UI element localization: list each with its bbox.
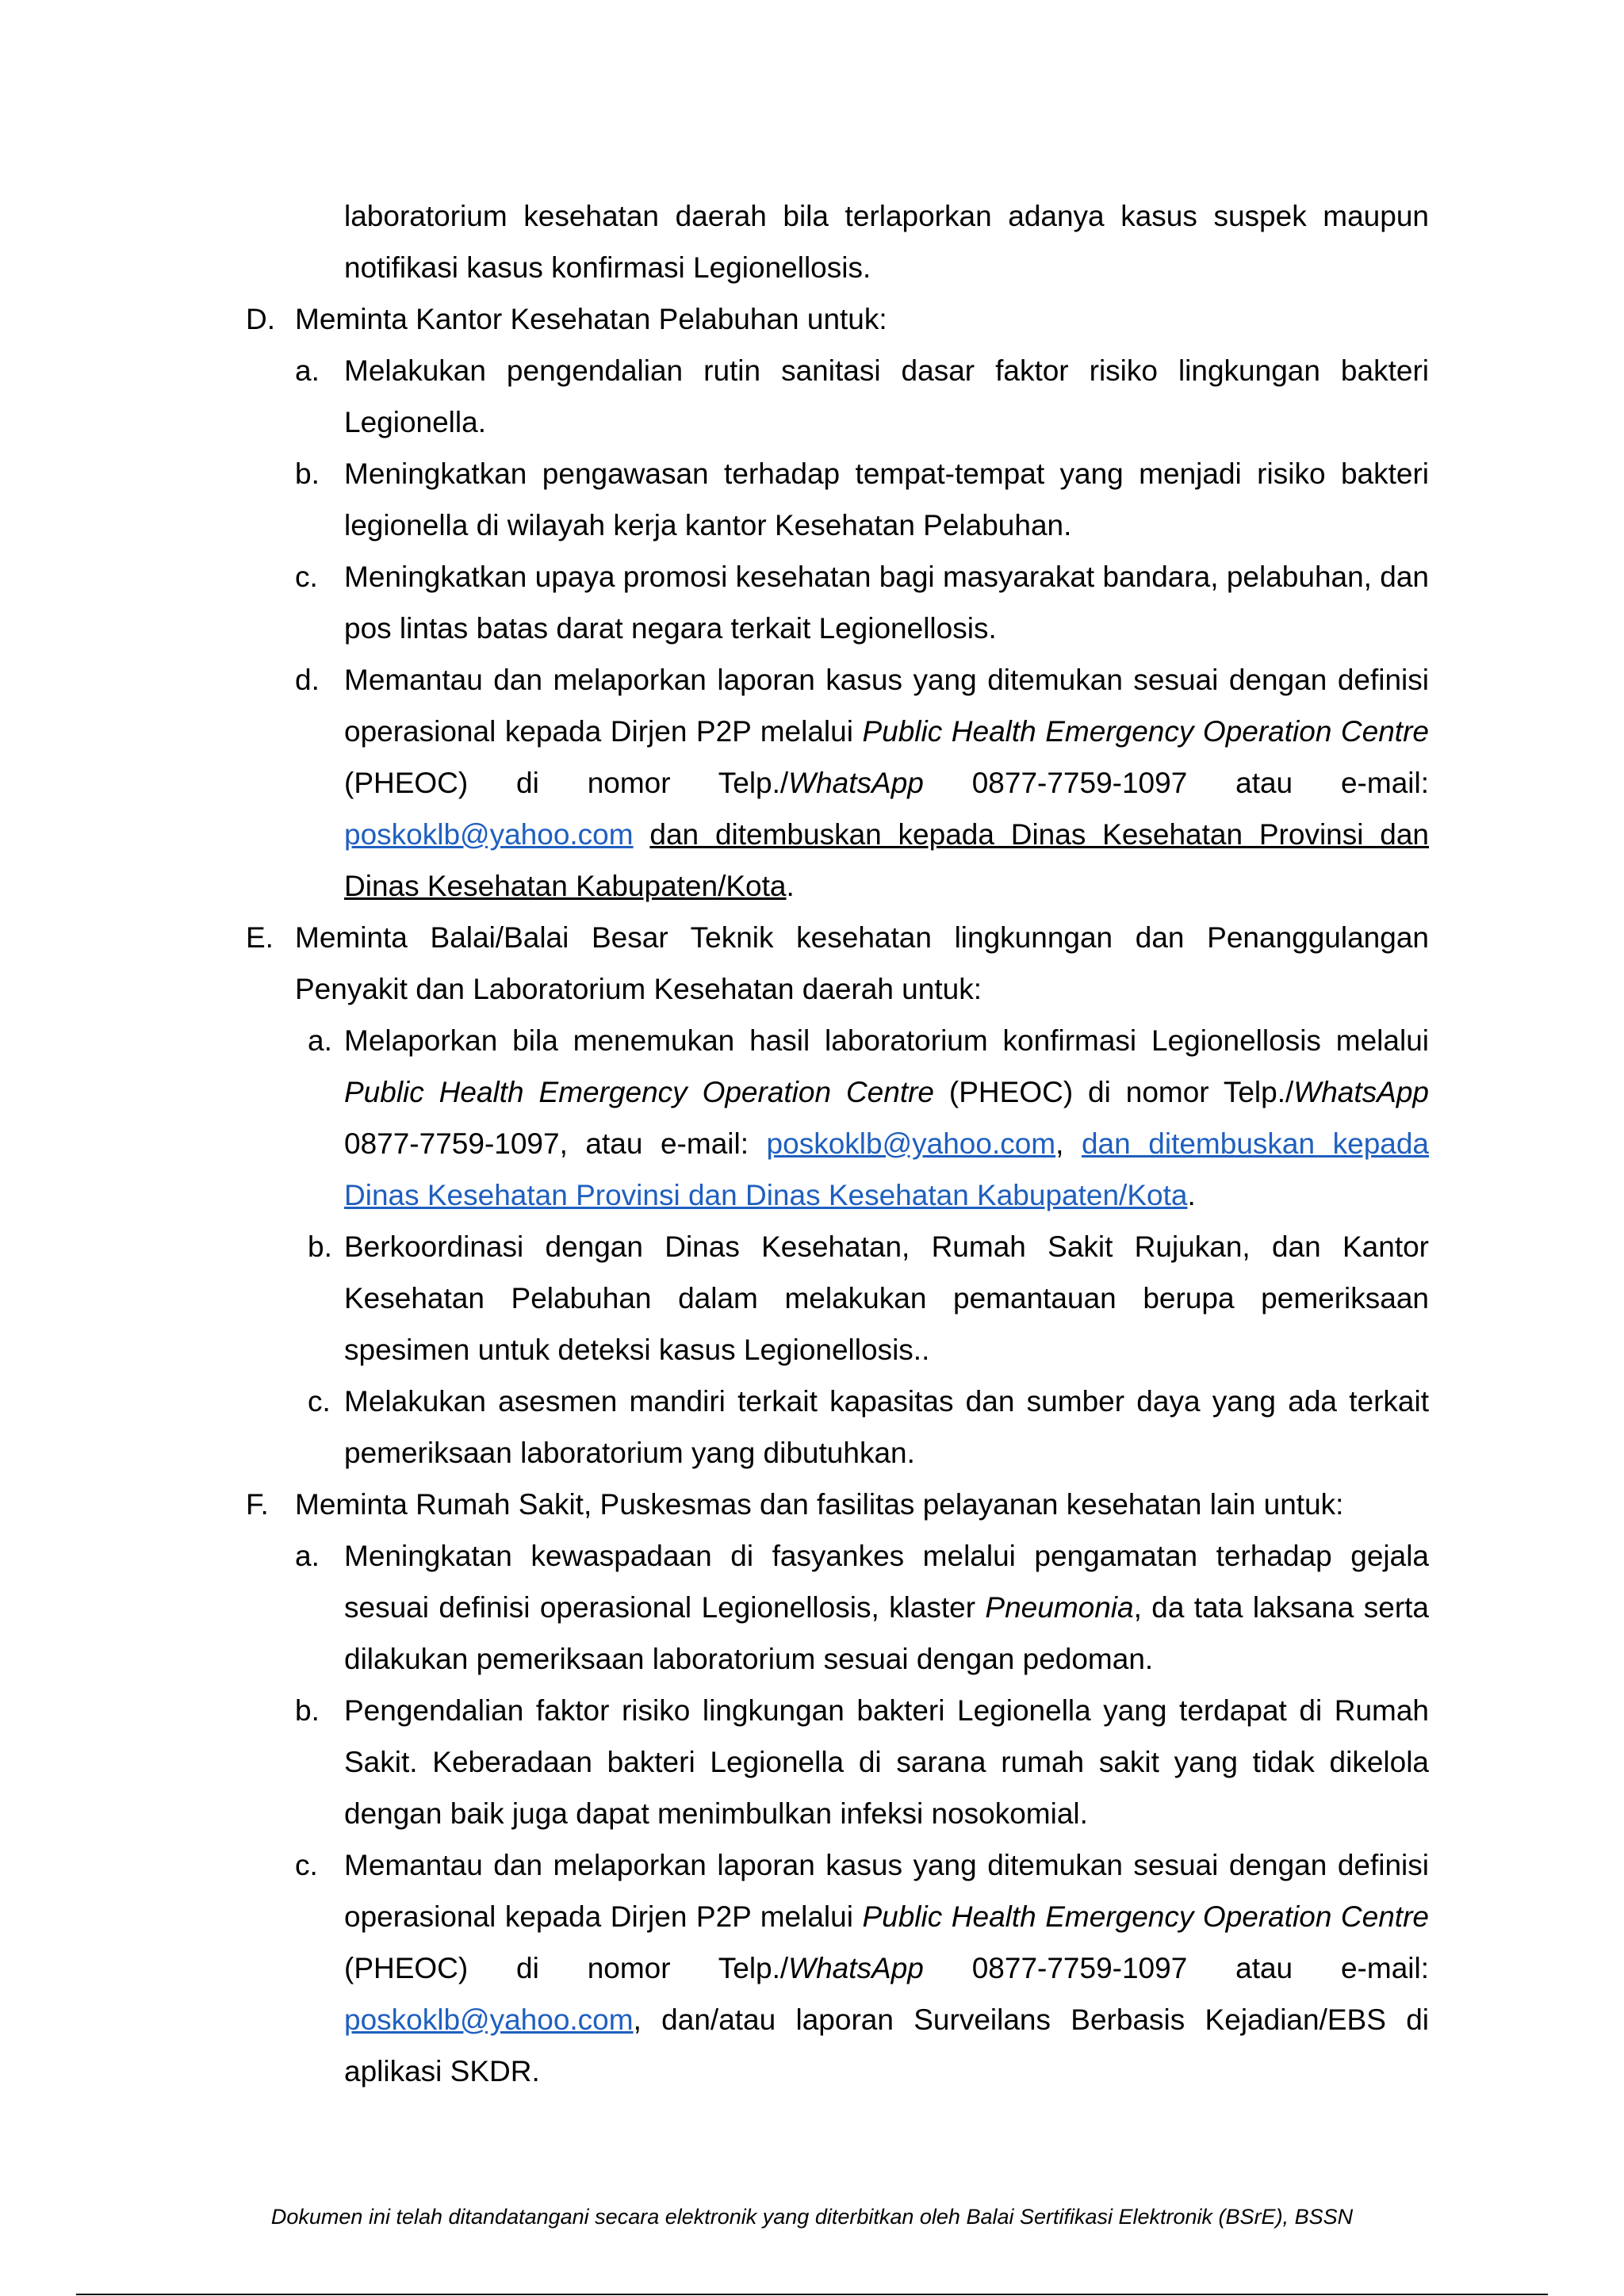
email-link[interactable]: poskoklb@yahoo.com: [344, 2003, 634, 2036]
list-marker: c.: [295, 1849, 318, 1881]
signature-footer: Dokumen ini telah ditandatangani secara elektronik yang diterbitkan oleh Balai Sertifikasi Elektronik (BSrE), BSSN: [270, 2205, 1354, 2229]
continued-paragraph: laboratorium kesehatan daerah bila terlaporkan adanya kasus suspek maupun notifikasi kasus konfirmasi Legionellosis.: [344, 200, 1429, 284]
text-run: [634, 818, 650, 851]
section-f: [246, 1479, 1429, 1530]
list-marker: c.: [308, 1385, 331, 1418]
text-run: , dan/atau laporan Surveilans Berbasis Kejadian/EBS di aplikasi SKDR.: [344, 2003, 1429, 2087]
section-f-item-c: [246, 1839, 1429, 2097]
list-marker: d.: [295, 664, 320, 696]
italic-run: Pneumonia: [985, 1591, 1134, 1624]
list-item-text: Meningkatkan pengawasan terhadap tempat-tempat yang menjadi risiko bakteri legionella di wilayah kerja kantor Kesehatan Pelabuhan.: [344, 457, 1429, 541]
list-marker: b.: [295, 457, 320, 490]
section-e-item-c: [246, 1376, 1429, 1479]
section-f-marker: F.: [246, 1488, 269, 1521]
list-item-text: Melakukan pengendalian rutin sanitasi dasar faktor risiko lingkungan bakteri Legionella.: [344, 354, 1429, 438]
section-e-item-b: [246, 1221, 1429, 1376]
cc-link[interactable]: dan ditembuskan kepada Dinas Kesehatan Provinsi dan Dinas Kesehatan Kabupaten/Kota: [344, 1127, 1429, 1211]
section-d-heading: Meminta Kantor Kesehatan Pelabuhan untuk:: [295, 303, 887, 335]
text-run: ,: [1055, 1127, 1082, 1160]
list-marker: b.: [308, 1230, 332, 1263]
list-marker: b.: [295, 1694, 320, 1727]
text-run: , da tata laksana serta dilakukan pemeriksaan laboratorium sesuai dengan pedoman.: [344, 1591, 1429, 1675]
section-e-heading: Meminta Balai/Balai Besar Teknik kesehatan lingkunngan dan Penanggulangan Penyakit dan Laboratorium Kesehatan daerah untuk:: [295, 921, 1429, 1005]
email-link[interactable]: poskoklb@yahoo.com: [766, 1127, 1056, 1160]
list-item-text: [344, 1015, 1429, 1221]
section-d-item-b: [246, 448, 1429, 551]
italic-run: Public Health Emergency Operation Centre: [344, 1076, 935, 1108]
section-d-item-d: [246, 654, 1429, 912]
list-item-text: [344, 1530, 1429, 1685]
list-marker: a.: [295, 1540, 320, 1572]
text-run: 0877-7759-1097 atau e-mail:: [923, 1952, 1429, 1984]
list-item-text: [344, 1839, 1429, 2097]
text-run: Memantau dan melaporkan laporan kasus yang ditemukan sesuai dengan definisi operasional kepada Dirjen P2P melalui: [344, 1849, 1429, 1933]
section-f-heading: Meminta Rumah Sakit, Puskesmas dan fasilitas pelayanan kesehatan lain untuk:: [295, 1488, 1344, 1521]
text-run: .: [1187, 1179, 1196, 1211]
text-run: (PHEOC) di nomor Telp./: [344, 1952, 789, 1984]
section-d-marker: D.: [246, 303, 275, 335]
section-e: [246, 912, 1429, 1015]
section-e-item-a: [246, 1015, 1429, 1221]
list-item-text: Melakukan asesmen mandiri terkait kapasitas dan sumber daya yang ada terkait pemeriksaan laboratorium yang dibutuhkan.: [344, 1385, 1429, 1469]
document-body: [246, 190, 1429, 2097]
text-run: (PHEOC) di nomor Telp./: [344, 767, 789, 799]
text-run: Memantau dan melaporkan laporan kasus yang ditemukan sesuai dengan definisi operasional kepada Dirjen P2P melalui: [344, 664, 1429, 748]
italic-run: Public Health Emergency Operation Centre: [862, 715, 1429, 748]
section-d-item-a: [246, 345, 1429, 448]
text-run: .: [786, 870, 795, 902]
text-run: (PHEOC) di nomor Telp./: [934, 1076, 1294, 1108]
email-link[interactable]: poskoklb@yahoo.com: [344, 818, 634, 851]
section-f-item-a: [246, 1530, 1429, 1685]
text-run: 0877-7759-1097, atau e-mail:: [344, 1127, 767, 1160]
italic-run: WhatsApp: [788, 767, 924, 799]
list-item-text: Meningkatkan upaya promosi kesehatan bagi masyarakat bandara, pelabuhan, dan pos lintas batas darat negara terkait Legionellosis.: [344, 561, 1429, 645]
list-item-text: Pengendalian faktor risiko lingkungan bakteri Legionella yang terdapat di Rumah Sakit. Keberadaan bakteri Legionella di sarana rumah sakit yang tidak dikelola dengan baik juga dapat menimbulkan infeksi nosokomial.: [344, 1694, 1429, 1830]
text-run: Melaporkan bila menemukan hasil laboratorium konfirmasi Legionellosis melalui: [344, 1024, 1429, 1057]
italic-run: WhatsApp: [1293, 1076, 1429, 1108]
list-item-text: [344, 654, 1429, 912]
italic-run: Public Health Emergency Operation Centre: [862, 1900, 1429, 1933]
list-item-text: Berkoordinasi dengan Dinas Kesehatan, Rumah Sakit Rujukan, dan Kantor Kesehatan Pelabuhan dalam melakukan pemantauan berupa pemeriksaan spesimen untuk deteksi kasus Legionellosis..: [344, 1230, 1429, 1366]
footer-divider: [76, 2294, 1548, 2295]
section-f-item-b: [246, 1685, 1429, 1839]
section-d-item-c: [246, 551, 1429, 654]
list-marker: c.: [295, 561, 318, 593]
italic-run: WhatsApp: [788, 1952, 924, 1984]
section-e-marker: E.: [246, 921, 274, 954]
section-d: [246, 293, 1429, 345]
underlined-run: dan ditembuskan kepada Dinas Kesehatan Provinsi dan Dinas Kesehatan Kabupaten/Kota: [344, 818, 1430, 902]
list-marker: a.: [295, 354, 320, 387]
text-run: 0877-7759-1097 atau e-mail:: [923, 767, 1429, 799]
list-marker: a.: [308, 1024, 332, 1057]
text-run: Meningkatan kewaspadaan di fasyankes melalui pengamatan terhadap gejala sesuai definisi operasional Legionellosis, klaster: [344, 1540, 1429, 1624]
